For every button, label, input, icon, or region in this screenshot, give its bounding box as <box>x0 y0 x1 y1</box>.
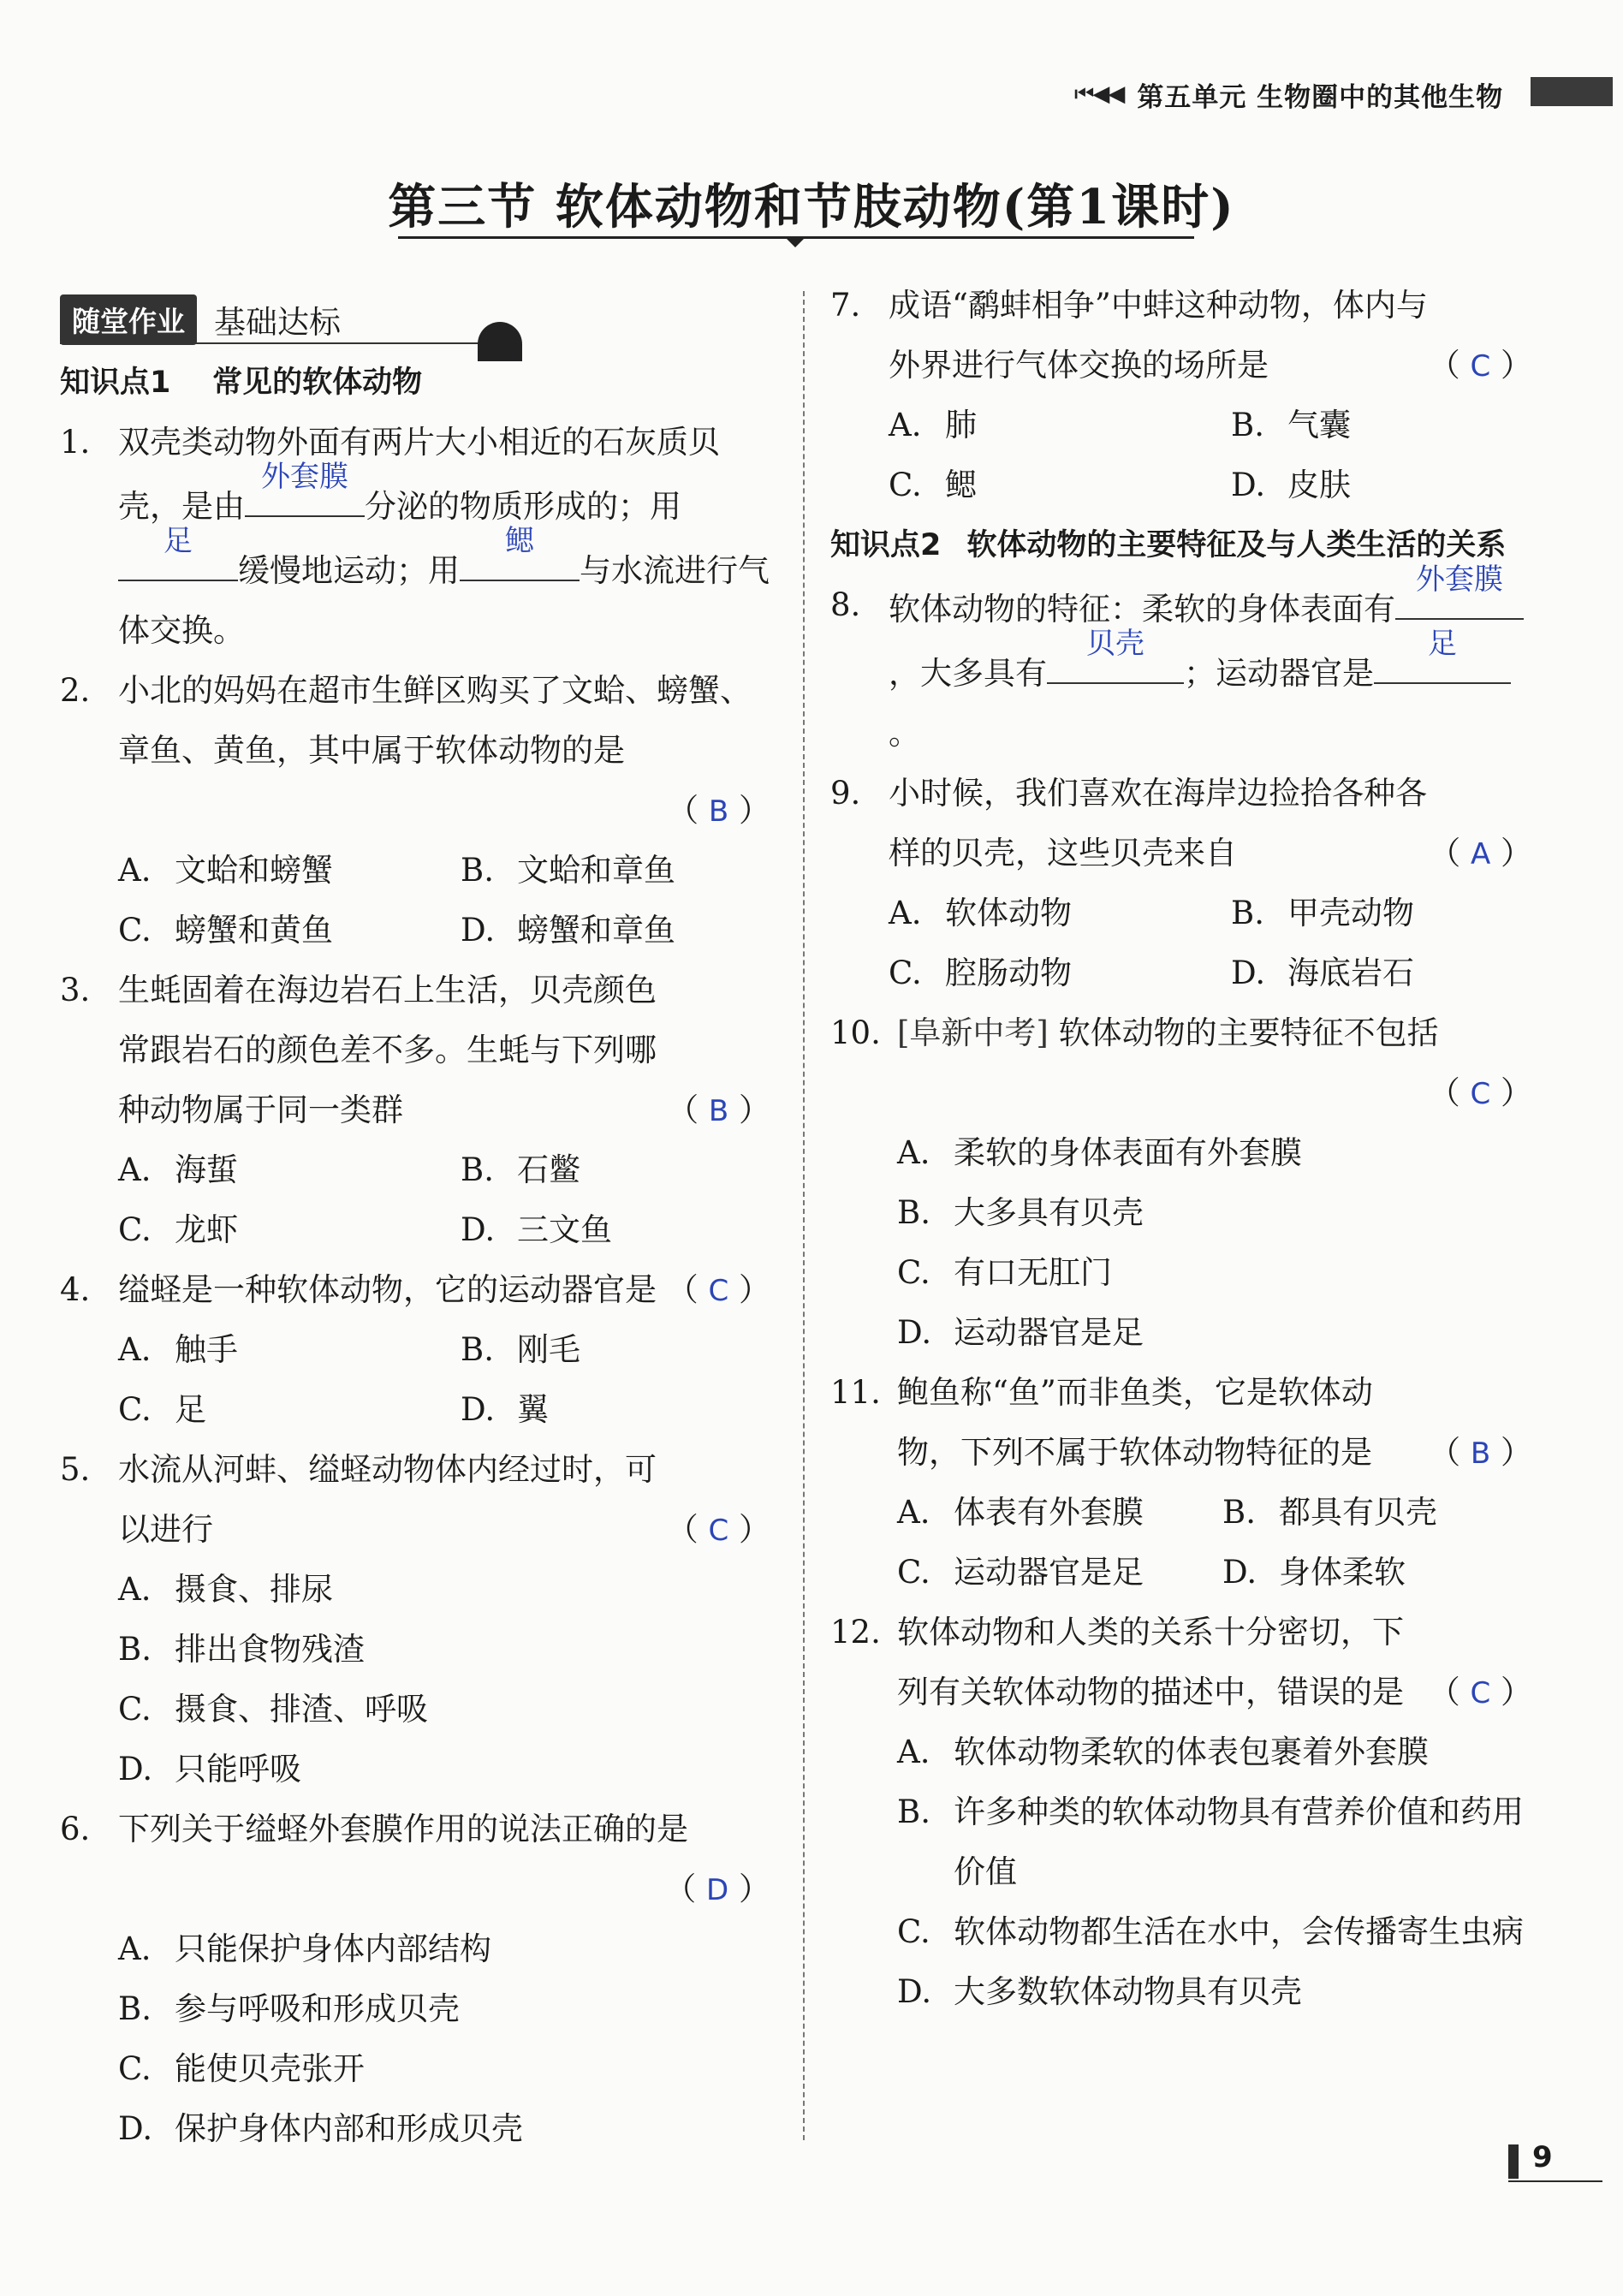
kp-text: 软体动物的主要特征及与人类生活的关系 <box>966 528 1507 562</box>
question-5 <box>60 1440 770 1560</box>
question-text: 缢蛏是一种软体动物，它的运动器官是 <box>118 1271 657 1308</box>
handwritten-answer: 外套膜 <box>1416 562 1503 597</box>
unit-title: 第五单元 生物圈中的其他生物 <box>1137 81 1504 113</box>
answer-blank[interactable] <box>118 524 238 581</box>
answer-paren: （ C ） <box>1428 1074 1532 1111</box>
question-text: 水流从河蚌、缢蛏动物体内经过时，可以进行 <box>118 1451 657 1548</box>
option[interactable]: D. 螃蟹和章鱼 <box>461 912 675 949</box>
question-text: 鲍鱼称“鱼”而非鱼类，它是软体动物，下列不属于软体动物特征的是 <box>897 1374 1373 1471</box>
question-number: 2. <box>60 672 91 709</box>
question-text: 成语“鹬蚌相争”中蚌这种动物，体内与外界进行气体交换的场所是 <box>889 287 1428 384</box>
option[interactable]: C. 鳃 <box>889 467 977 503</box>
left-column <box>60 353 770 2159</box>
answer-paren: （ C ） <box>666 1511 770 1548</box>
answer-paren: （ B ） <box>667 1091 770 1128</box>
question-text: 软体动物的特征：柔软的身体表面有 <box>889 591 1395 628</box>
column-divider <box>803 291 805 2140</box>
option[interactable]: D. 海底岩石 <box>1231 955 1414 991</box>
question-text: 与水流进行气体交换。 <box>118 552 770 649</box>
section-subtitle: 基础达标 <box>214 304 341 341</box>
question-text: 缓慢地运动；用 <box>238 552 460 589</box>
option[interactable]: A. 柔软的身体表面有外套膜 <box>897 1134 1302 1171</box>
answer-blank[interactable] <box>245 460 365 517</box>
option[interactable]: D. 三文鱼 <box>461 1211 612 1248</box>
choice-answer: C <box>1470 1676 1491 1710</box>
question-number: 6. <box>60 1811 91 1847</box>
question-number: 8. <box>830 586 861 623</box>
answer-paren: （ D ） <box>664 1871 770 1907</box>
question-text: 生蚝固着在海边岩石上生活，贝壳颜色常跟岩石的颜色差不多。生蚝与下列哪种动物属于同一类群 <box>118 972 657 1128</box>
handwritten-answer: 贝壳 <box>1086 627 1144 661</box>
question-text: 分泌的物质形成的；用 <box>365 488 681 525</box>
question-text: 软体动物和人类的关系十分密切，下列有关软体动物的描述中，错误的是 <box>897 1614 1404 1710</box>
choice-answer: C <box>1470 349 1491 384</box>
question-text: 小北的妈妈在超市生鲜区购买了文蛤、螃蟹、章鱼、黄鱼，其中属于软体动物的是 <box>118 672 752 769</box>
answer-paren: （ C ） <box>1428 1674 1532 1710</box>
question-10 <box>830 1003 1532 1123</box>
question-text: ，大多具有 <box>889 655 1047 692</box>
question-number: 10. <box>830 1014 881 1051</box>
option[interactable]: D. 翼 <box>461 1391 549 1428</box>
options-q4 <box>60 1320 667 1440</box>
title-pointer-icon <box>786 238 805 247</box>
option[interactable]: C. 腔肠动物 <box>889 955 1072 991</box>
options-q6 <box>60 1919 770 2159</box>
option[interactable]: A. 海蜇 <box>118 1151 238 1188</box>
option[interactable]: B. 文蛤和章鱼 <box>461 852 675 889</box>
answer-blank[interactable] <box>1395 562 1524 620</box>
options-q9 <box>830 883 1429 1003</box>
choice-answer: C <box>1470 1077 1491 1111</box>
option[interactable]: B. 排出食物残渣 <box>118 1631 365 1668</box>
option[interactable]: B. 石鳖 <box>461 1151 580 1188</box>
page-number: 9 <box>1532 2140 1553 2174</box>
handwritten-answer: 外套膜 <box>261 460 348 494</box>
answer-blank[interactable] <box>460 524 580 581</box>
right-column <box>830 276 1532 2022</box>
options-q3 <box>60 1140 667 1260</box>
answer-blank[interactable] <box>1047 627 1184 684</box>
handwritten-answer: 鳃 <box>505 524 534 558</box>
question-number: 3. <box>60 972 91 1008</box>
question-number: 5. <box>60 1451 91 1488</box>
option[interactable]: B. 参与呼吸和形成贝壳 <box>118 1990 460 2027</box>
option[interactable]: C. 能使贝壳张开 <box>118 2050 365 2087</box>
option[interactable]: B. 都具有贝壳 <box>1222 1494 1437 1531</box>
choice-answer: C <box>708 1514 729 1548</box>
question-3 <box>60 961 770 1140</box>
option[interactable]: D. 保护身体内部和形成贝壳 <box>118 2110 523 2147</box>
option[interactable]: A. 软体动物 <box>889 895 1072 931</box>
options-q12 <box>830 1722 1524 2022</box>
choice-answer: B <box>708 1094 729 1128</box>
option[interactable]: A. 肺 <box>889 407 977 443</box>
option[interactable]: A. 文蛤和螃蟹 <box>118 852 333 889</box>
option[interactable]: B. 大多具有贝壳 <box>897 1194 1144 1231</box>
handwritten-answer: 足 <box>1428 627 1457 661</box>
option[interactable]: B. 甲壳动物 <box>1231 895 1414 931</box>
page-title: 第三节 软体动物和节肢动物(第1课时) <box>388 179 1235 235</box>
option[interactable]: C. 软体动物都生活在水中，会传播寄生虫病 <box>897 1913 1524 1950</box>
option[interactable]: A. 软体动物柔软的体表包裹着外套膜 <box>897 1734 1429 1770</box>
kp-text: 常见的软体动物 <box>212 366 423 400</box>
knowledge-point-1 <box>60 353 770 413</box>
question-9 <box>830 764 1532 883</box>
options-q5 <box>60 1560 667 1799</box>
option[interactable]: A. 触手 <box>118 1331 238 1368</box>
option[interactable]: D. 大多数软体动物具有贝壳 <box>897 1973 1302 2010</box>
question-text: 双壳类动物外面有两片大小相近的石灰质贝壳，是由 <box>118 424 720 525</box>
answer-paren: （ C ） <box>666 1271 770 1308</box>
choice-answer: A <box>1470 837 1491 871</box>
choice-answer: D <box>706 1873 729 1907</box>
option[interactable]: B. 许多种类的软体动物具有营养价值和药用价值 <box>897 1793 1524 1890</box>
option[interactable]: B. 刚毛 <box>461 1331 580 1368</box>
question-text: 软体动物的主要特征不包括 <box>1058 1014 1439 1051</box>
question-12 <box>830 1603 1532 1722</box>
question-1 <box>60 413 770 661</box>
answer-paren: （ B ） <box>1429 1434 1532 1471</box>
question-text: ；运动器官是 <box>1184 655 1374 692</box>
question-number: 7. <box>830 287 861 324</box>
option[interactable]: A. 只能保护身体内部结构 <box>118 1930 491 1967</box>
kp-label: 知识点2 <box>830 528 942 562</box>
option[interactable]: D. 运动器官是足 <box>897 1314 1144 1351</box>
option[interactable]: A. 体表有外套膜 <box>897 1494 1144 1531</box>
options-q2 <box>60 841 770 961</box>
question-number: 1. <box>60 424 91 461</box>
question-text: 下列关于缢蛏外套膜作用的说法正确的是 <box>118 1811 688 1847</box>
options-q7 <box>830 396 1429 515</box>
option[interactable]: A. 摄食、排尿 <box>118 1571 333 1608</box>
option[interactable]: D. 身体柔软 <box>1222 1554 1406 1591</box>
question-number: 12. <box>830 1614 881 1651</box>
question-6 <box>60 1799 770 1919</box>
answer-blank[interactable] <box>1374 627 1511 684</box>
option[interactable]: C. 龙虾 <box>118 1211 238 1248</box>
question-number: 9. <box>830 775 861 812</box>
option[interactable]: D. 只能呼吸 <box>118 1751 301 1787</box>
section-tag-label: 随堂作业 <box>60 294 197 345</box>
option[interactable]: C. 螃蟹和黄鱼 <box>118 912 333 949</box>
kp-label: 知识点1 <box>60 366 171 400</box>
handwritten-answer: 足 <box>163 524 193 558</box>
option[interactable]: C. 运动器官是足 <box>897 1554 1144 1591</box>
choice-answer: B <box>1470 1436 1491 1471</box>
option[interactable]: B. 气囊 <box>1231 407 1351 443</box>
section-underline <box>60 342 520 344</box>
options-q11 <box>830 1483 1437 1603</box>
page-number-underline <box>1508 2180 1602 2182</box>
unit-header <box>1074 74 1503 115</box>
question-text: 。 <box>889 715 920 752</box>
question-source: [阜新中考] <box>897 1014 1049 1051</box>
question-7 <box>830 276 1532 396</box>
question-11 <box>830 1363 1532 1483</box>
answer-paren: （ C ） <box>1428 347 1532 384</box>
header-bar-decoration <box>1531 77 1613 106</box>
section-tag <box>60 295 341 343</box>
option[interactable]: C. 足 <box>118 1391 206 1428</box>
question-8 <box>830 562 1532 764</box>
option[interactable]: D. 皮肤 <box>1231 467 1351 503</box>
answer-paren: （ A ） <box>1429 835 1532 871</box>
options-q10 <box>830 1123 1532 1363</box>
answer-paren: （ B ） <box>667 792 770 829</box>
question-number: 11. <box>830 1374 881 1411</box>
choice-answer: C <box>708 1274 729 1308</box>
question-number: 4. <box>60 1271 91 1308</box>
page-number-bar <box>1508 2144 1519 2179</box>
option[interactable]: C. 有口无肛门 <box>897 1254 1112 1291</box>
question-2 <box>60 661 770 841</box>
rewind-arrows-icon: ⏮◀◀ <box>1074 80 1124 107</box>
choice-answer: B <box>708 794 729 829</box>
question-text: 小时候，我们喜欢在海岸边捡拾各种各样的贝壳，这些贝壳来自 <box>889 775 1427 871</box>
option[interactable]: C. 摄食、排渣、呼吸 <box>118 1691 428 1728</box>
question-4 <box>60 1260 770 1320</box>
